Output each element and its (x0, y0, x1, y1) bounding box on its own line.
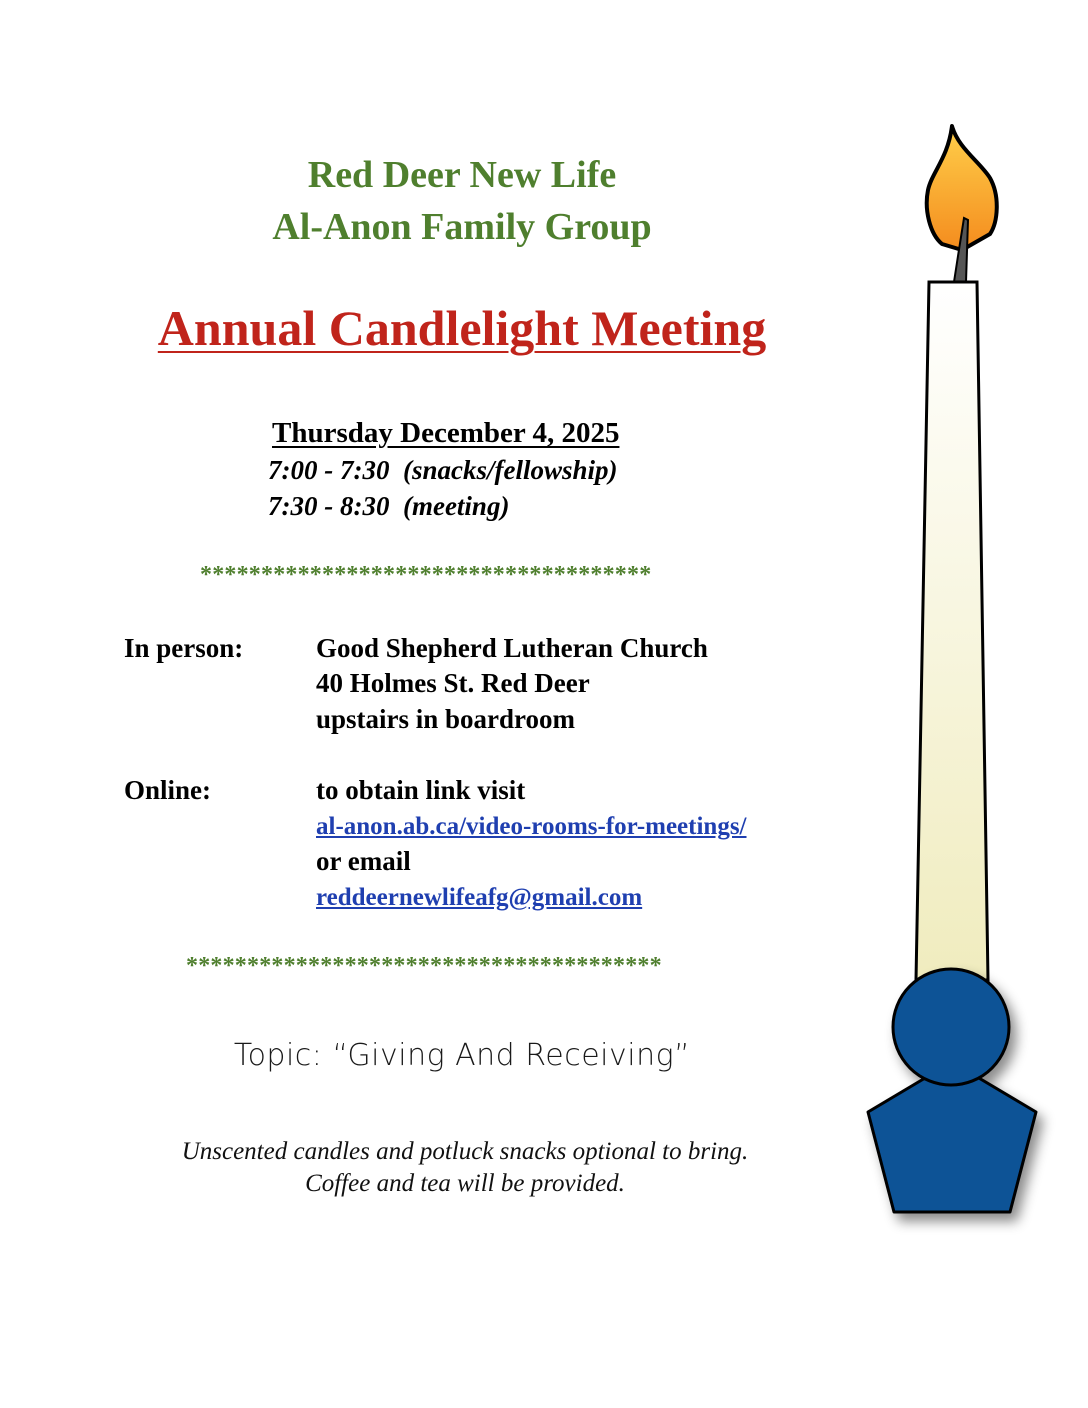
time-slot-meeting: 7:30 - 8:30 (meeting) (268, 491, 510, 521)
online-label: Online: (124, 775, 212, 805)
email-link[interactable]: reddeernewlifeafg@gmail.com (316, 884, 643, 911)
venue-address: 40 Holmes St. Red Deer (316, 668, 590, 698)
event-date: Thursday December 4, 2025 (272, 417, 620, 449)
venue-name: Good Shepherd Lutheran Church (316, 633, 708, 663)
note-bring: Unscented candles and potluck snacks optional to bring. (181, 1138, 749, 1165)
online-intro: to obtain link visit (316, 775, 526, 805)
time-slot-fellowship: 7:00 - 7:30 (snacks/fellowship) (268, 455, 618, 485)
divider-bottom: *************************************** (186, 953, 662, 979)
candle-body (916, 282, 988, 980)
org-name-line2: Al-Anon Family Group (272, 206, 652, 248)
note-provided: Coffee and tea will be provided. (305, 1170, 625, 1197)
candle-icon (850, 110, 1060, 1250)
event-title: Annual Candlelight Meeting (157, 300, 767, 356)
divider-top: ************************************* (200, 562, 652, 588)
in-person-label: In person: (124, 633, 244, 663)
video-rooms-link[interactable]: al-anon.ab.ca/video-rooms-for-meetings/ (316, 813, 747, 840)
venue-room: upstairs in boardroom (316, 704, 576, 734)
candle-holder (868, 969, 1036, 1212)
org-name-line1: Red Deer New Life (307, 154, 617, 196)
meeting-topic: Topic: “Giving And Receiving” (233, 1038, 691, 1073)
online-or-email: or email (316, 846, 411, 876)
